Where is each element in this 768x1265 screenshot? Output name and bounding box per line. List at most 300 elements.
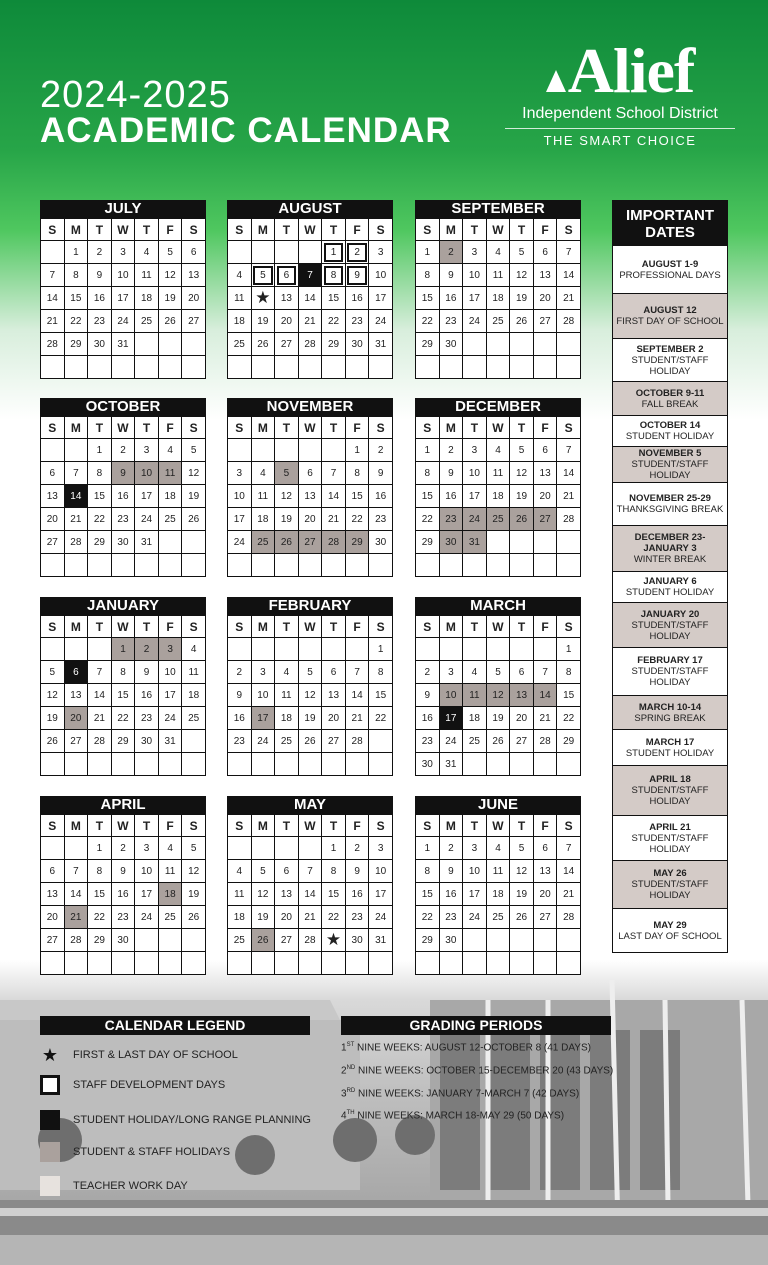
event-description: STUDENT/STAFF HOLIDAY	[631, 459, 709, 481]
day-cell	[158, 753, 182, 776]
day-cell	[182, 531, 206, 554]
day-cell: 16	[439, 883, 463, 906]
day-cell: 19	[486, 707, 510, 730]
day-cell	[298, 753, 322, 776]
day-cell: 3	[463, 439, 487, 462]
day-cell: 19	[510, 287, 534, 310]
day-cell: 4	[463, 661, 487, 684]
event-date: DECEMBER 23-JANUARY 3	[634, 532, 706, 554]
day-cell: 19	[510, 883, 534, 906]
day-cell: 17	[463, 287, 487, 310]
day-cell: 18	[486, 883, 510, 906]
day-cell	[533, 753, 557, 776]
day-cell: 25	[228, 333, 252, 356]
day-cell	[251, 837, 275, 860]
day-cell	[439, 638, 463, 661]
day-cell: 13	[533, 264, 557, 287]
day-cell	[510, 333, 534, 356]
day-cell	[533, 554, 557, 577]
day-cell: 30	[88, 333, 112, 356]
day-cell: 23	[439, 906, 463, 929]
day-cell	[486, 531, 510, 554]
day-cell: 5	[275, 462, 299, 485]
day-cell	[298, 439, 322, 462]
weekday-header: T	[463, 815, 487, 837]
event-description: SPRING BREAK	[634, 712, 706, 724]
day-cell: 30	[369, 531, 393, 554]
day-cell: 14	[322, 485, 346, 508]
day-cell: 28	[64, 929, 88, 952]
day-cell: 12	[510, 462, 534, 485]
important-date-item	[613, 602, 727, 647]
day-cell: 15	[64, 287, 88, 310]
day-cell: 16	[369, 485, 393, 508]
day-cell: 14	[345, 684, 369, 707]
day-cell: 28	[88, 730, 112, 753]
day-cell	[557, 333, 581, 356]
day-cell: 23	[439, 310, 463, 333]
day-cell: 22	[88, 508, 112, 531]
day-cell	[557, 531, 581, 554]
weekday-header: T	[510, 219, 534, 241]
event-date: SEPTEMBER 2	[636, 343, 704, 355]
day-cell: 31	[135, 531, 159, 554]
day-cell: 19	[182, 485, 206, 508]
day-cell: 8	[369, 661, 393, 684]
day-cell: 27	[533, 906, 557, 929]
day-cell: 13	[64, 684, 88, 707]
day-cell	[463, 929, 487, 952]
day-cell	[322, 753, 346, 776]
day-cell: 4	[182, 638, 206, 661]
day-cell: 23	[111, 906, 135, 929]
day-cell: 20	[41, 508, 65, 531]
day-cell: 1	[557, 638, 581, 661]
day-cell: 21	[41, 310, 65, 333]
day-cell: 12	[182, 860, 206, 883]
day-cell: 23	[369, 508, 393, 531]
day-cell: 31	[369, 929, 393, 952]
day-cell: 24	[463, 906, 487, 929]
day-cell: 4	[228, 264, 252, 287]
day-cell: 6	[275, 264, 299, 287]
day-cell	[298, 554, 322, 577]
weekday-header: S	[557, 219, 581, 241]
important-date-item	[613, 338, 727, 381]
legend-label: STUDENT & STAFF HOLIDAYS	[73, 1146, 231, 1158]
day-cell: 4	[135, 241, 159, 264]
weekday-header: S	[182, 815, 206, 837]
day-cell: 1	[416, 241, 440, 264]
day-cell: 11	[486, 264, 510, 287]
grading-period-item: 3RD NINE WEEKS: JANUARY 7-MARCH 7 (42 DAYS)	[341, 1088, 580, 1100]
weekday-header: S	[416, 219, 440, 241]
day-cell: 22	[369, 707, 393, 730]
day-cell: 9	[439, 264, 463, 287]
day-cell: 21	[533, 707, 557, 730]
grading-period-item: 4TH NINE WEEKS: MARCH 18-MAY 29 (50 DAYS)	[341, 1110, 565, 1122]
weekday-header: W	[298, 219, 322, 241]
day-cell: 29	[88, 531, 112, 554]
day-cell: 11	[486, 860, 510, 883]
day-cell	[463, 356, 487, 379]
day-cell: 15	[416, 485, 440, 508]
day-cell	[486, 929, 510, 952]
weekday-header: F	[345, 616, 369, 638]
weekday-header: S	[228, 815, 252, 837]
event-date: FEBRUARY 17	[637, 655, 703, 666]
day-cell: 25	[275, 730, 299, 753]
day-cell	[182, 333, 206, 356]
day-cell: 8	[416, 860, 440, 883]
legend-item	[40, 1045, 238, 1065]
day-cell	[251, 241, 275, 264]
day-cell: 8	[88, 462, 112, 485]
weekday-header: W	[486, 417, 510, 439]
day-cell	[135, 753, 159, 776]
day-cell: 27	[298, 531, 322, 554]
weekday-header: W	[298, 417, 322, 439]
day-cell	[182, 753, 206, 776]
weekday-header: T	[135, 616, 159, 638]
day-cell: 23	[345, 310, 369, 333]
day-cell	[463, 753, 487, 776]
weekday-header: W	[298, 815, 322, 837]
day-cell: 20	[41, 906, 65, 929]
day-cell: 6	[41, 462, 65, 485]
day-cell: 12	[251, 883, 275, 906]
important-date-item	[613, 695, 727, 729]
day-cell	[64, 554, 88, 577]
day-cell	[41, 439, 65, 462]
day-cell: 1	[88, 837, 112, 860]
day-cell	[88, 356, 112, 379]
event-date: JANUARY 6	[643, 576, 697, 587]
day-cell: 12	[486, 684, 510, 707]
day-cell: 24	[369, 310, 393, 333]
day-cell: 11	[251, 485, 275, 508]
day-cell	[182, 356, 206, 379]
day-cell	[251, 753, 275, 776]
event-description: FIRST DAY OF SCHOOL	[616, 316, 724, 327]
legend-label: TEACHER WORK DAY	[73, 1180, 188, 1192]
day-cell: 4	[158, 837, 182, 860]
day-cell: 16	[439, 485, 463, 508]
day-cell: 1	[64, 241, 88, 264]
day-cell: 20	[182, 287, 206, 310]
day-cell: 15	[322, 883, 346, 906]
day-cell	[486, 356, 510, 379]
month-table	[415, 218, 581, 379]
day-cell	[369, 356, 393, 379]
day-cell: 29	[416, 333, 440, 356]
important-date-item	[613, 647, 727, 695]
weekday-header: M	[439, 417, 463, 439]
day-cell	[228, 837, 252, 860]
day-cell: 30	[439, 333, 463, 356]
day-cell	[463, 638, 487, 661]
day-cell: 10	[251, 684, 275, 707]
day-cell: 27	[533, 508, 557, 531]
weekday-header: T	[510, 616, 534, 638]
day-cell: 2	[345, 837, 369, 860]
month-table	[40, 615, 206, 776]
day-cell	[41, 241, 65, 264]
weekday-header: T	[88, 417, 112, 439]
logo-tagline: THE SMART CHOICE	[543, 133, 697, 148]
day-cell: 10	[463, 860, 487, 883]
day-cell	[182, 730, 206, 753]
day-cell: 21	[298, 906, 322, 929]
day-cell	[88, 554, 112, 577]
day-cell: 29	[111, 730, 135, 753]
day-cell: 4	[486, 241, 510, 264]
event-date: AUGUST 12	[643, 305, 697, 316]
day-cell: 11	[135, 264, 159, 287]
day-cell: 17	[369, 883, 393, 906]
day-cell: 26	[486, 730, 510, 753]
day-cell	[88, 638, 112, 661]
day-cell: 22	[557, 707, 581, 730]
day-cell: 29	[416, 531, 440, 554]
day-cell: 7	[64, 860, 88, 883]
day-cell: 24	[463, 310, 487, 333]
day-cell: 18	[158, 485, 182, 508]
day-cell: 15	[416, 883, 440, 906]
important-date-item	[613, 415, 727, 446]
month-table	[40, 218, 206, 379]
day-cell: 9	[111, 860, 135, 883]
weekday-header: S	[182, 417, 206, 439]
day-cell: 11	[275, 684, 299, 707]
weekday-header: T	[463, 219, 487, 241]
day-cell: 17	[251, 707, 275, 730]
month-august	[227, 200, 393, 379]
weekday-header: S	[41, 417, 65, 439]
day-cell: 28	[41, 333, 65, 356]
event-date: NOVEMBER 5	[638, 448, 702, 459]
day-cell: 5	[486, 661, 510, 684]
month-name: JULY	[40, 200, 206, 218]
day-cell	[158, 356, 182, 379]
day-cell: 1	[322, 241, 346, 264]
day-cell	[510, 531, 534, 554]
day-cell: 30	[111, 531, 135, 554]
day-cell: 30	[135, 730, 159, 753]
day-cell: 25	[251, 531, 275, 554]
day-cell: 6	[533, 241, 557, 264]
day-cell: 22	[88, 906, 112, 929]
day-cell: 29	[322, 333, 346, 356]
day-cell: 11	[228, 883, 252, 906]
day-cell: 26	[251, 333, 275, 356]
day-cell: 28	[345, 730, 369, 753]
day-cell: 3	[369, 241, 393, 264]
weekday-header: S	[369, 616, 393, 638]
day-cell: 12	[158, 264, 182, 287]
day-cell: 6	[182, 241, 206, 264]
weekday-header: T	[135, 417, 159, 439]
day-cell: 12	[510, 264, 534, 287]
day-cell	[135, 333, 159, 356]
day-cell	[182, 554, 206, 577]
day-cell: 5	[251, 860, 275, 883]
weekday-header: M	[439, 219, 463, 241]
weekday-header: S	[557, 616, 581, 638]
day-cell: 3	[135, 837, 159, 860]
weekday-header: T	[275, 417, 299, 439]
day-cell: 10	[439, 684, 463, 707]
day-cell	[369, 753, 393, 776]
day-cell: 22	[111, 707, 135, 730]
day-cell: 31	[111, 333, 135, 356]
day-cell: 24	[439, 730, 463, 753]
important-date-item	[613, 908, 727, 952]
important-date-item	[613, 765, 727, 815]
weekday-header: S	[228, 219, 252, 241]
day-cell: 2	[416, 661, 440, 684]
day-cell: 20	[533, 883, 557, 906]
day-cell	[463, 554, 487, 577]
day-cell: 24	[369, 906, 393, 929]
day-cell: 19	[298, 707, 322, 730]
important-date-item	[613, 381, 727, 415]
day-cell: 3	[251, 661, 275, 684]
important-date-item	[613, 815, 727, 860]
event-date: JANUARY 20	[640, 608, 700, 620]
day-cell	[510, 554, 534, 577]
day-cell	[111, 554, 135, 577]
day-cell: 2	[369, 439, 393, 462]
day-cell: 12	[182, 462, 206, 485]
day-cell: 1	[88, 439, 112, 462]
weekday-header: T	[322, 219, 346, 241]
day-cell: 12	[41, 684, 65, 707]
day-cell: 18	[486, 485, 510, 508]
weekday-header: W	[111, 417, 135, 439]
day-cell: 18	[486, 287, 510, 310]
day-cell: 8	[416, 462, 440, 485]
day-cell: 19	[275, 508, 299, 531]
day-cell: 2	[439, 439, 463, 462]
day-cell: 10	[369, 860, 393, 883]
day-cell: 23	[228, 730, 252, 753]
day-cell	[533, 356, 557, 379]
day-cell: 13	[41, 883, 65, 906]
weekday-header: S	[41, 815, 65, 837]
day-cell: 9	[111, 462, 135, 485]
day-cell: 5	[251, 264, 275, 287]
day-cell: 27	[64, 730, 88, 753]
day-cell	[228, 356, 252, 379]
day-cell	[64, 638, 88, 661]
day-cell: 18	[251, 508, 275, 531]
day-cell: 25	[182, 707, 206, 730]
day-cell: 13	[533, 860, 557, 883]
day-cell	[251, 554, 275, 577]
day-cell: 22	[345, 508, 369, 531]
weekday-header: M	[251, 616, 275, 638]
day-cell: 28	[298, 929, 322, 952]
month-may	[227, 796, 393, 975]
day-cell	[41, 356, 65, 379]
day-cell: 31	[369, 333, 393, 356]
day-cell: 4	[486, 837, 510, 860]
day-cell: 25	[158, 508, 182, 531]
day-cell: 2	[111, 837, 135, 860]
day-cell: 15	[111, 684, 135, 707]
day-cell: 11	[463, 684, 487, 707]
day-cell	[416, 554, 440, 577]
event-description: STUDENT HOLIDAY	[625, 747, 715, 759]
school-year: 2024-2025	[40, 74, 231, 116]
day-cell: 18	[158, 883, 182, 906]
day-cell: 21	[322, 508, 346, 531]
day-cell: 13	[533, 462, 557, 485]
day-cell: 21	[557, 883, 581, 906]
day-cell: 6	[322, 661, 346, 684]
event-date: AUGUST 1-9	[641, 258, 699, 270]
day-cell: 10	[463, 462, 487, 485]
day-cell: 23	[88, 310, 112, 333]
weekday-header: T	[135, 219, 159, 241]
day-cell	[416, 356, 440, 379]
day-cell: 22	[322, 310, 346, 333]
day-cell	[369, 554, 393, 577]
weekday-header: F	[345, 417, 369, 439]
day-cell	[486, 333, 510, 356]
day-cell	[486, 554, 510, 577]
day-cell: 2	[439, 837, 463, 860]
day-cell: 26	[275, 531, 299, 554]
weekday-header: T	[322, 616, 346, 638]
day-cell: 10	[135, 462, 159, 485]
day-cell: 17	[369, 287, 393, 310]
day-cell: 20	[322, 707, 346, 730]
day-cell: 27	[533, 310, 557, 333]
important-date-item	[613, 729, 727, 765]
day-cell: 10	[463, 264, 487, 287]
day-cell: 18	[275, 707, 299, 730]
weekday-header: T	[275, 219, 299, 241]
day-cell: 23	[439, 508, 463, 531]
day-cell: 30	[345, 333, 369, 356]
weekday-header: F	[158, 219, 182, 241]
day-cell	[345, 638, 369, 661]
day-cell: 19	[41, 707, 65, 730]
weekday-header: T	[322, 815, 346, 837]
outline-square-icon	[40, 1075, 60, 1095]
weekday-header: W	[486, 219, 510, 241]
day-cell: 16	[111, 485, 135, 508]
day-cell: 25	[463, 730, 487, 753]
weekday-header: T	[88, 616, 112, 638]
day-cell: 13	[322, 684, 346, 707]
day-cell: 19	[251, 310, 275, 333]
legend-item	[40, 1075, 225, 1095]
event-date: APRIL 21	[649, 821, 691, 833]
day-cell: 10	[158, 661, 182, 684]
day-cell: 5	[158, 241, 182, 264]
day-cell: 17	[463, 485, 487, 508]
day-cell: 18	[463, 707, 487, 730]
day-cell	[41, 753, 65, 776]
day-cell: 30	[345, 929, 369, 952]
day-cell: 9	[228, 684, 252, 707]
day-cell: 21	[64, 906, 88, 929]
month-september	[415, 200, 581, 379]
day-cell: 26	[182, 906, 206, 929]
